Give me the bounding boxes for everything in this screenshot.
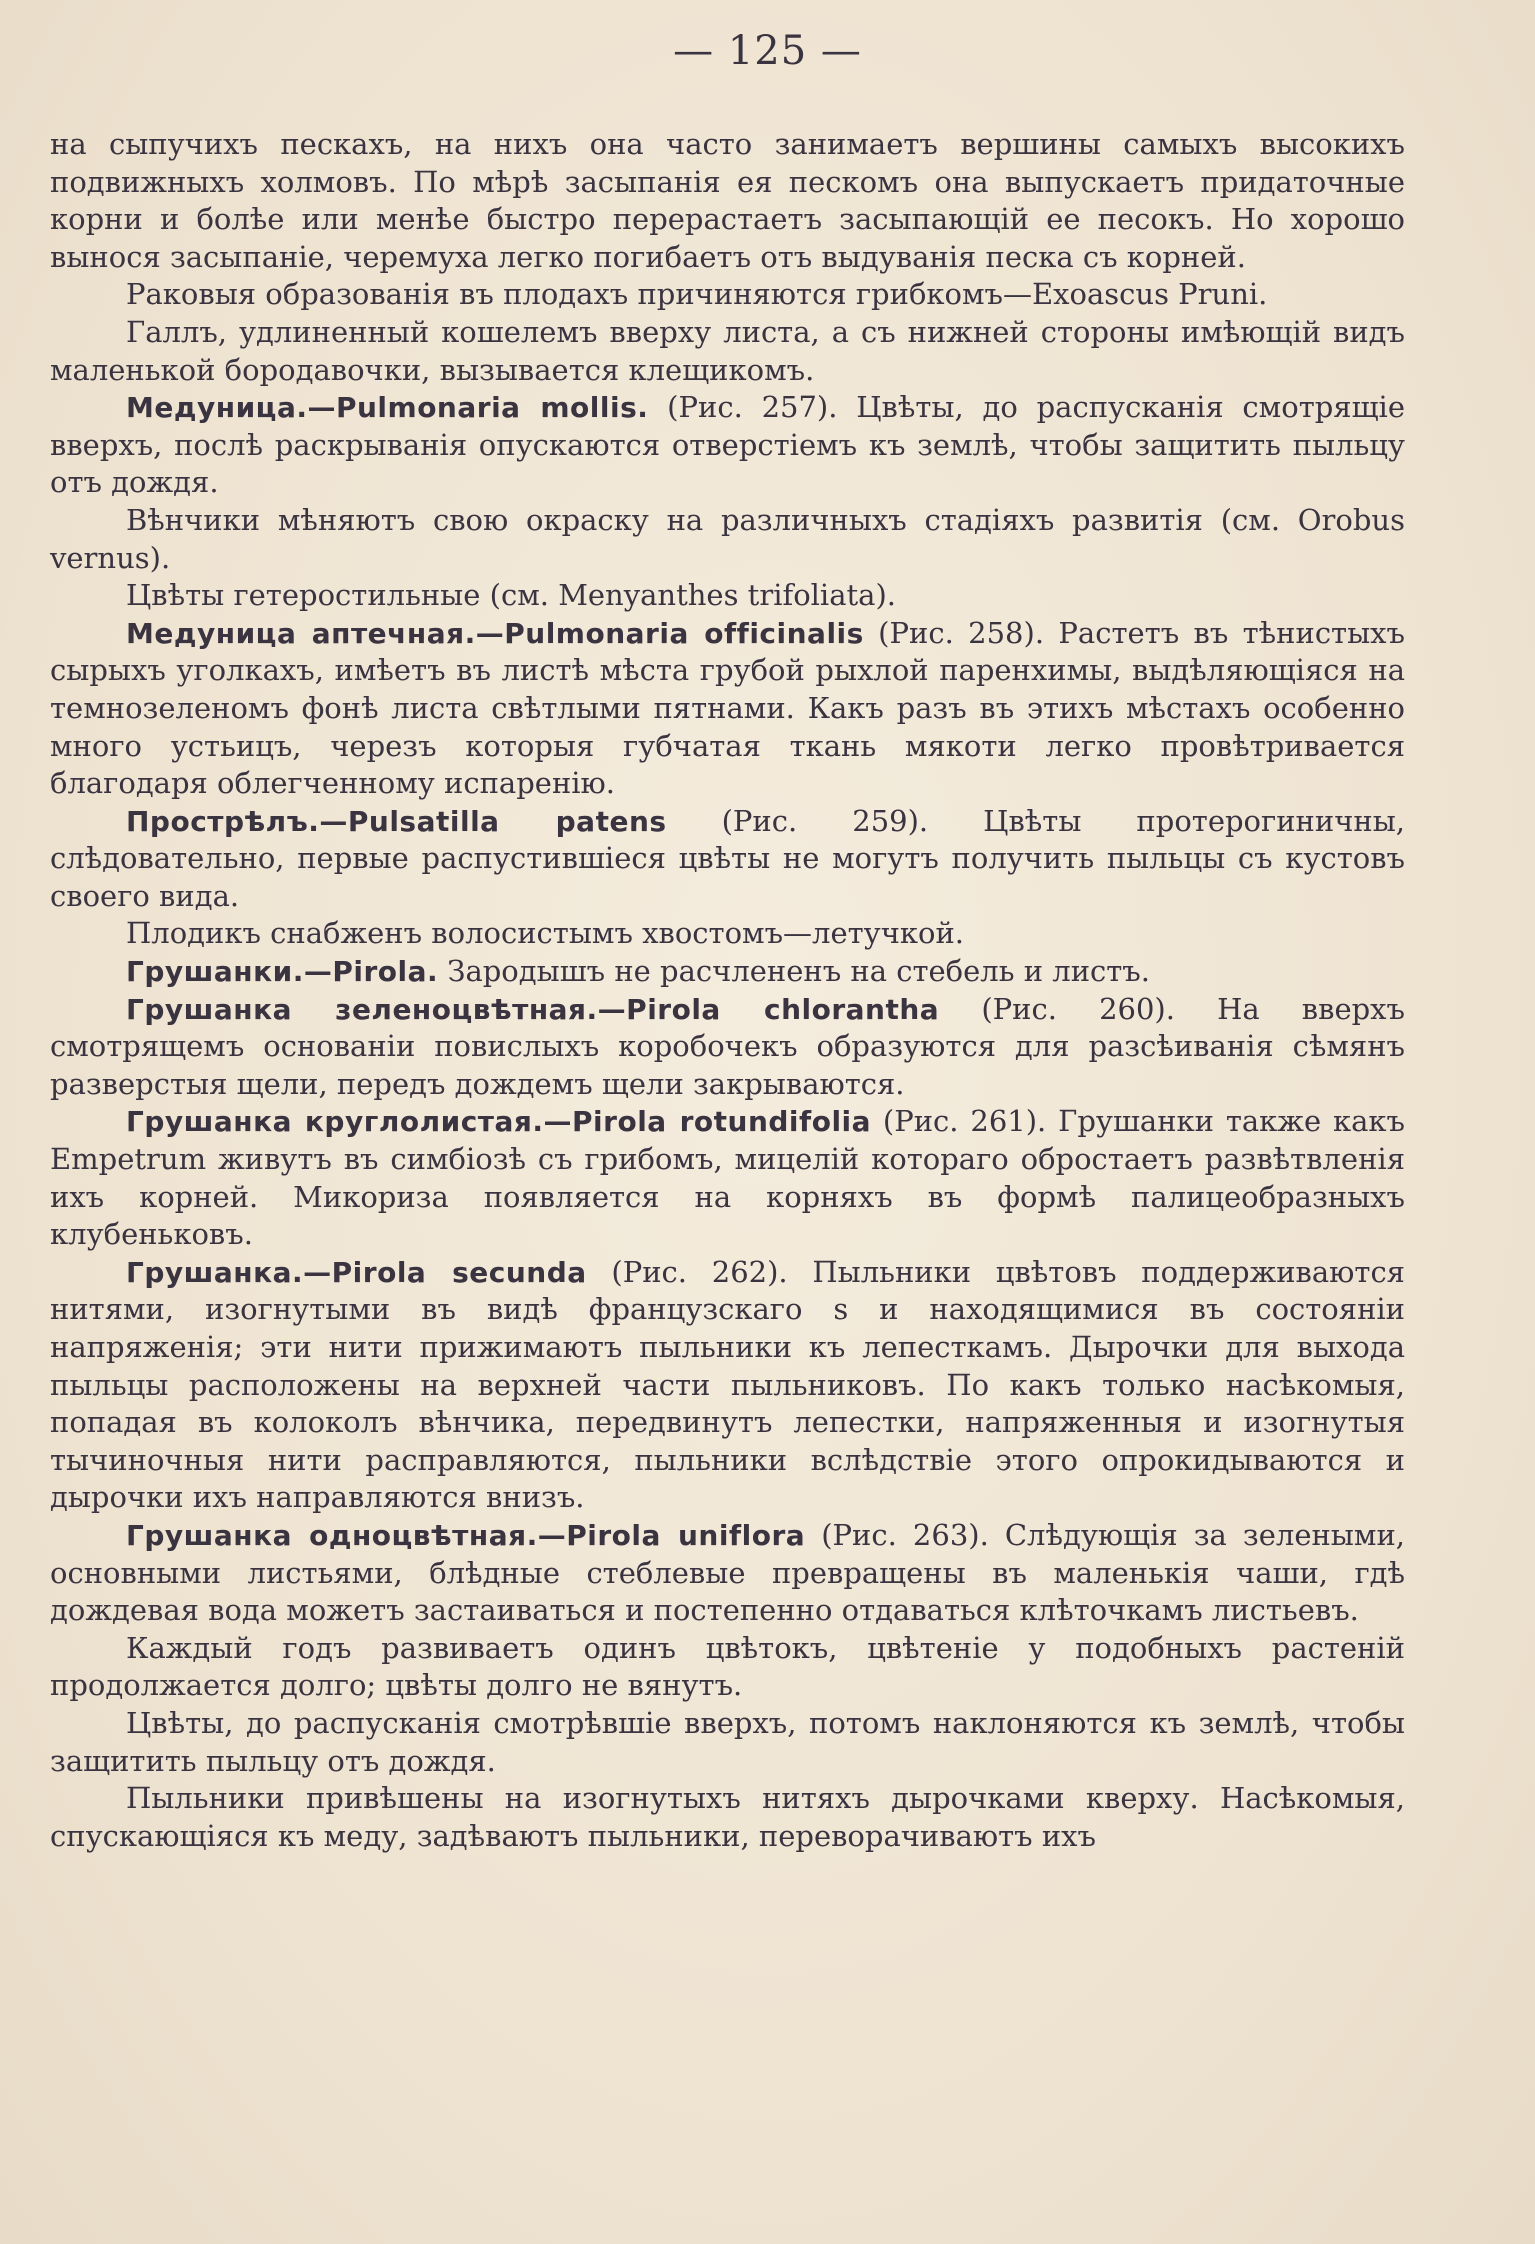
paragraph-text: Вѣнчики мѣняютъ свою окраску на различныхъ стадіяхъ развитія (см. Orobus vernus). [50,502,1405,575]
paragraph [50,915,1405,953]
paragraph [50,1103,1405,1253]
paragraph-text: Зародышъ не расчлененъ на стебель и листъ. [438,954,1150,989]
body-text [50,126,1405,1855]
paragraph-text: на сыпучихъ пескахъ, на нихъ она часто занимаетъ вершины самыхъ высокихъ подвижныхъ холмовъ. По мѣрѣ засыпанія ея пескомъ она выпускаетъ придаточные корни и болѣе или менѣе быстро перерастаетъ засыпающій ее песокъ. Но хорошо вынося засыпаніе, черемуха легко погибаетъ отъ выдуванія песка съ корней. [50,127,1405,274]
paragraph-text: Пыльники привѣшены на изогнутыхъ нитяхъ дырочками кверху. Насѣкомыя, спускающіяся къ меду, задѣваютъ пыльники, переворачиваютъ ихъ [50,1781,1405,1853]
paragraph-text: Плодикъ снабженъ волосистымъ хвостомъ—летучкой. [126,916,965,951]
paragraph [50,502,1405,577]
paragraph [50,615,1405,803]
paragraph [50,389,1405,502]
paragraph-heading: Прострѣлъ.—Pulsatilla patens [126,804,667,838]
paragraph [50,991,1405,1104]
paragraph-text: (Рис. 257). Цвѣты, до распусканія смотрящіе вверхъ, послѣ раскрыванія опускаются отверстіемъ къ землѣ, чтобы защитить пыльцу отъ дождя. [50,390,1405,500]
paragraph [50,953,1405,991]
paragraph-text: (Рис. 262). Пыльники цвѣтовъ поддерживаются нитями, изогнутыми въ видѣ французскаго s и находящимися въ состояніи напряженія; эти нити прижимаютъ пыльники къ лепесткамъ. Дырочки для выхода пыльцы расположены на верхней части пыльниковъ. По какъ только насѣкомыя, попадая въ колоколъ вѣнчика, передвинутъ лепестки, напряженныя и изогнутыя тычиночныя нити расправляются, пыльники вслѣдствіе этого опрокидываются и дырочки ихъ направляются внизъ. [50,1254,1405,1515]
paragraph [50,1254,1405,1517]
paragraph-text: Цвѣты гетеростильные (см. Menyanthes trifoliata). [126,578,896,613]
paragraph-heading: Грушанка круглолистая.—Pirola rotundifolia [126,1105,872,1139]
page-number: — 125 — [673,28,862,74]
paragraph-text: Цвѣты, до распусканія смотрѣвшіе вверхъ, потомъ наклоняются къ землѣ, чтобы защитить пыльцу отъ дождя. [50,1705,1405,1778]
paragraph-heading: Медуница.—Pulmonaria mollis. [126,391,649,425]
paragraph-heading: Грушанка.—Pirola secunda [126,1255,587,1289]
paragraph-heading: Медуница аптечная.—Pulmonaria officinalis [126,616,864,650]
paragraph [50,1780,1405,1855]
paragraph [50,1630,1405,1705]
paragraph-heading: Грушанка зеленоцвѣтная.—Pirola chlorantha [126,992,940,1026]
paragraph-text: Галлъ, удлиненный кошелемъ вверху листа, а съ нижней стороны имѣющій видъ маленькой бородавочки, вызывается клещикомъ. [50,314,1405,387]
paragraph-heading: Грушанки.—Pirola. [126,955,439,989]
paragraph-text: (Рис. 261). Грушанки также какъ Empetrum живутъ въ симбіозѣ съ грибомъ, мицелій котораго обростаетъ развѣтвленія ихъ корней. Микориза появляется на корняхъ въ формѣ палицеобразныхъ клубеньковъ. [50,1104,1405,1252]
paragraph [50,1705,1405,1780]
paragraph-heading: Грушанка одноцвѣтная.—Pirola uniflora [126,1518,806,1552]
paragraph [50,314,1405,389]
paragraph [50,1517,1405,1630]
paragraph-text: Раковыя образованія въ плодахъ причиняются грибкомъ—Exoascus Pruni. [126,277,1268,312]
paragraph-text: (Рис. 258). Растетъ въ тѣнистыхъ сырыхъ уголкахъ, имѣетъ въ листѣ мѣста грубой рыхлой паренхимы, выдѣляющіяся на темнозеленомъ фонѣ листа свѣтлыми пятнами. Какъ разъ въ этихъ мѣстахъ особенно много устьицъ, черезъ которыя губчатая ткань мякоти легко провѣтривается благодаря облегченному испаренію. [50,615,1405,801]
paragraph [50,126,1405,276]
paragraph-text: Каждый годъ развиваетъ одинъ цвѣтокъ, цвѣтеніе у подобныхъ растеній продолжается долго; цвѣты долго не вянутъ. [50,1630,1405,1703]
paragraph-text: (Рис. 260). На вверхъ смотрящемъ основаніи повислыхъ коробочекъ образуются для разсѣиванія сѣмянъ разверстыя щели, передъ дождемъ щели закрываются. [50,991,1405,1101]
paragraph [50,577,1405,615]
paragraph-text: (Рис. 259). Цвѣты протерогиничны, слѣдовательно, первые распустившіеся цвѣты не могутъ получить пыльцы съ кустовъ своего вида. [50,803,1405,913]
paragraph-text: (Рис. 263). Слѣдующія за зелеными, основными листьями, блѣдные стеблевые превращены въ маленькія чаши, гдѣ дождевая вода можетъ застаиваться и постепенно отдаваться клѣточкамъ листьевъ. [50,1517,1405,1628]
paragraph [50,276,1405,314]
paragraph [50,803,1405,916]
